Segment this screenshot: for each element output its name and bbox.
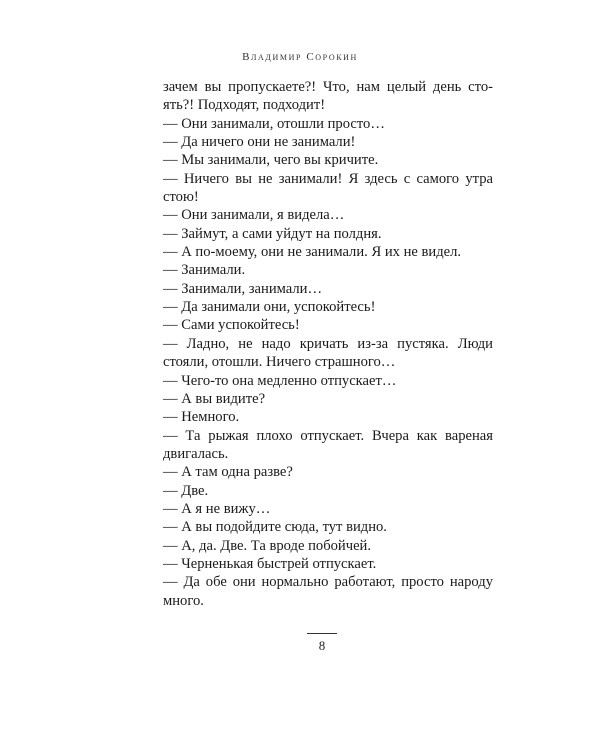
text-line: — Сами успокойтесь! [163,317,300,334]
text-line: зачем вы пропускаете?! Что, нам целый день сто- [163,79,493,95]
body-text [163,78,493,610]
text-line: — А я не вижу… [163,500,271,517]
footer-divider [307,633,337,634]
text-line: стояли, отошли. Ничего страшного… [163,354,396,371]
text-line: — Чего-то она медленно отпускает… [163,372,397,389]
text-line: много. [163,592,204,609]
text-line: — Они занимали, я видела… [163,207,345,224]
text-line: — Черненькая быстрей отпускает. [163,555,377,572]
text-line: — А по-моему, они не занимали. Я их не видел. [163,244,462,261]
text-line: — Мы занимали, чего вы кричите. [163,152,379,169]
text-line: двигалась. [163,445,229,462]
text-line: — Две. [163,482,209,499]
text-line: — Они занимали, отошли просто… [163,115,385,132]
text-line: — Да обе они нормально работают, просто народу [163,574,493,591]
text-line: стою! [163,189,199,206]
text-line: — Занимали, занимали… [163,280,323,297]
text-line: — Ладно, не надо кричать из-за пустяка. Люди [163,335,493,352]
text-line: — Да ничего они не занимали! [163,134,356,151]
page-number: 8 [318,638,326,653]
running-head-author: Владимир Сорокин [242,51,358,63]
text-line: — А вы подойдите сюда, тут видно. [163,519,387,536]
text-line: — А вы видите? [163,390,266,407]
text-line: — Ничего вы не занимали! Я здесь с самого утра [163,170,493,187]
text-line: — Та рыжая плохо отпускает. Вчера как вареная [163,427,493,444]
text-line: — Немного. [163,409,240,426]
text-line: — А, да. Две. Та вроде побойчей. [163,537,372,554]
text-line: — Займут, а сами уйдут на полдня. [163,225,382,242]
text-line: — А там одна разве? [163,464,293,481]
text-line: — Занимали. [163,262,246,279]
text-line: ять?! Подходят, подходит! [163,97,326,114]
text-line: — Да занимали они, успокойтесь! [163,299,376,316]
